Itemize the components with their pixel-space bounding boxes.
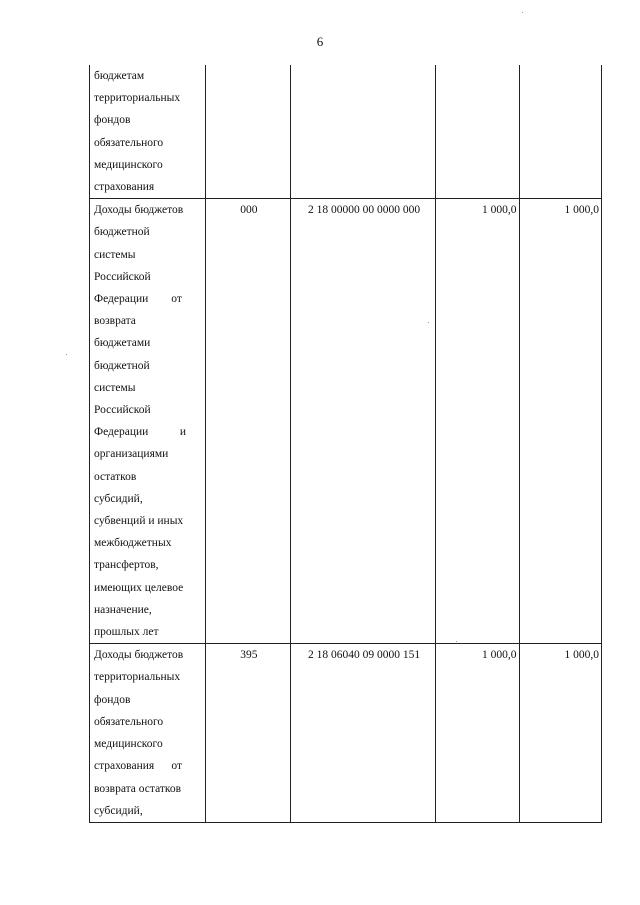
name-line: обязательного: [94, 715, 164, 728]
name-line: фондов: [94, 693, 131, 706]
row-name-cell: [90, 65, 206, 199]
name-line: бюджетами: [94, 337, 151, 350]
row-name-cell: [90, 199, 206, 644]
name-line: Российской: [94, 270, 151, 283]
name-line: бюджетам: [94, 70, 145, 82]
table-row: [90, 199, 602, 644]
scan-speck: [522, 12, 523, 13]
name-line: назначение,: [94, 603, 152, 616]
admin-code-cell: 395: [205, 644, 291, 823]
name-line: Федерации и: [94, 426, 187, 439]
name-line: обязательного: [94, 136, 164, 149]
name-line: Доходы бюджетов: [94, 204, 184, 217]
budget-code-cell: 2 18 00000 00 0000 000: [291, 199, 436, 644]
name-line: субвенций и иных: [94, 515, 184, 528]
name-line: Федерации от: [94, 293, 182, 306]
name-line: субсидий,: [94, 492, 143, 505]
name-line: страхования: [94, 181, 155, 194]
name-line: субсидий,: [94, 804, 143, 817]
scan-speck: [66, 354, 67, 355]
name-line: организациями: [94, 448, 169, 461]
name-line: возврата остатков: [94, 782, 182, 795]
revenue-table: [89, 65, 602, 823]
budget-code-cell: [291, 65, 436, 199]
name-line: медицинского: [94, 738, 163, 751]
scan-speck: [428, 322, 429, 323]
value-2-cell: 1 000,0: [519, 199, 602, 644]
name-line: Доходы бюджетов: [94, 649, 184, 662]
name-line: системы: [94, 381, 136, 394]
name-line: возврата: [94, 315, 136, 328]
name-line: Российской: [94, 404, 151, 417]
value-1-cell: [436, 65, 519, 199]
admin-code-cell: 000: [205, 199, 291, 644]
name-line: фондов: [94, 114, 131, 127]
name-line: страхования от: [94, 760, 183, 773]
table-row: [90, 644, 602, 823]
name-line: системы: [94, 248, 136, 261]
admin-code-cell: [205, 65, 291, 199]
value-1-cell: 1 000,0: [436, 644, 519, 823]
row-name-cell: [90, 644, 206, 823]
page-number: 6: [316, 34, 324, 49]
value-2-cell: 1 000,0: [519, 644, 602, 823]
name-line: трансфертов,: [94, 559, 159, 572]
name-line: имеющих целевое: [94, 581, 184, 594]
value-1-cell: 1 000,0: [436, 199, 519, 644]
name-line: территориальных: [94, 92, 181, 105]
value-2-cell: [519, 65, 602, 199]
scan-speck: [456, 641, 457, 642]
budget-code-cell: 2 18 06040 09 0000 151: [291, 644, 436, 823]
name-line: медицинского: [94, 158, 163, 171]
table-row: [90, 65, 602, 199]
name-line: межбюджетных: [94, 537, 172, 550]
name-line: прошлых лет: [94, 626, 159, 639]
name-line: территориальных: [94, 671, 181, 684]
name-line: бюджетной: [94, 226, 150, 239]
name-line: бюджетной: [94, 359, 150, 372]
name-line: остатков: [94, 470, 137, 483]
